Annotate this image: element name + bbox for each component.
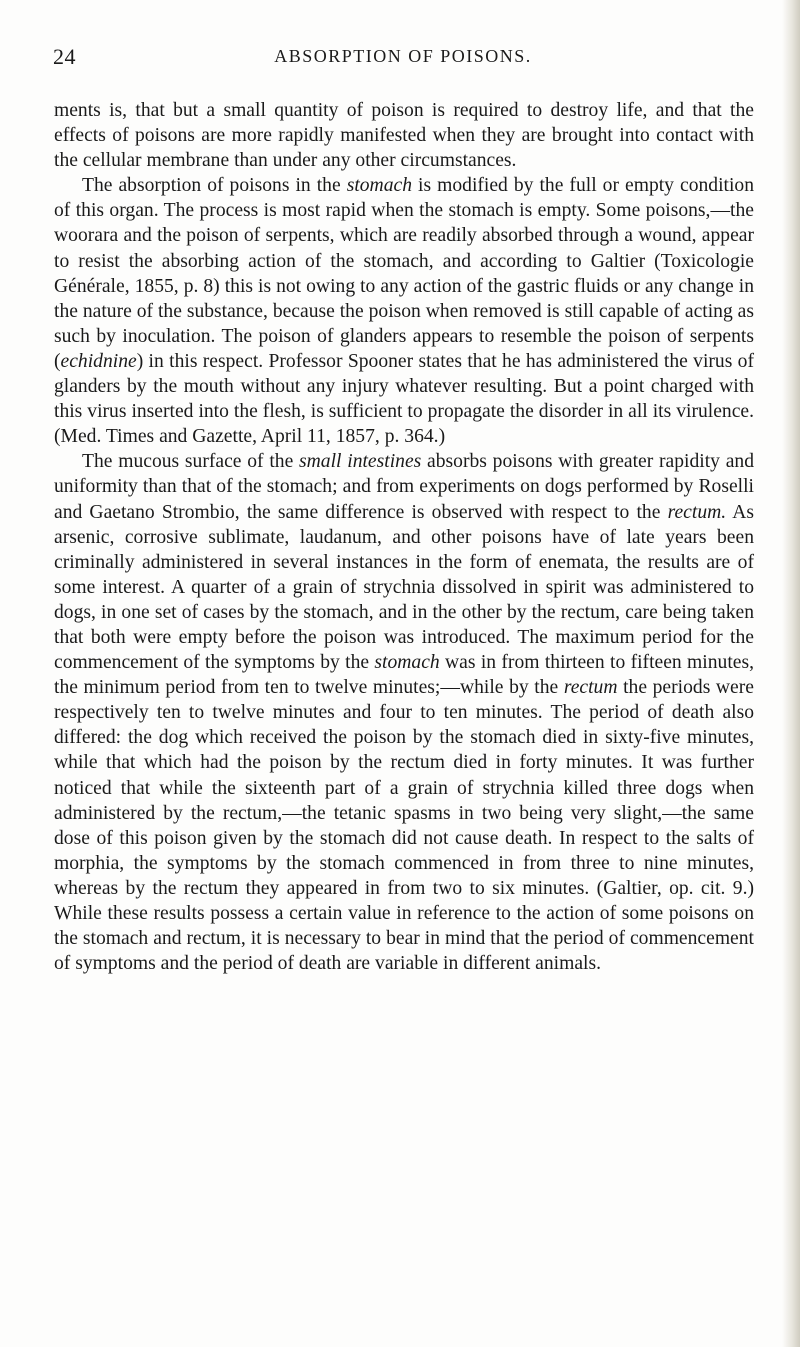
text-segment: The absorption of poisons in the <box>82 175 347 197</box>
text-segment: was in from thirteen to fifteen minutes, the minimum period from ten to twelve minutes;—while by the <box>54 652 754 699</box>
text-segment: is modified by the full or empty condition of this organ. The process is most rapid when the stomach is empty. Some poisons,—the woorara and the poison of serpents, which are readily absorbed through a wound, appear to resist the absorbing action of the stomach, and according to Galtier (Toxicologie Générale, 1855, p. 8) this is not owing to any action of the gastric fluids or any change in the nature of the substance, because the poison when removed is still capable of acting as such by inoculation. The poison of glanders appears to resemble the poison of serpents ( <box>54 175 755 372</box>
text-segment: The mucous surface of the <box>82 451 300 473</box>
text-segment: the periods were respectively ten to twelve minutes and four to ten minutes. The period of death also differed: the dog which received the poison by the stomach died in sixty-five minutes, while that which had the poison by the rectum died in forty minutes. It was further noticed that while the sixteenth part of a grain of strychnia killed three dogs when administered by the rectum,—the tetanic spasms in two being very slight,—the same dose of this poison given by the stomach did not cause death. In respect to the salts of morphia, the symptoms by the stomach commenced in from three to nine minutes, whereas by the rectum they appeared in from two to six minutes. (Galtier, op. cit. 9.) While these results possess a certain value in reference to the action of some poisons on the stomach and rectum, it is necessary to bear in mind that the period of commencement of symptoms and the period of death are variable in different animals. <box>54 677 754 975</box>
italic-text: small intestines <box>299 451 422 473</box>
body-text <box>54 98 754 976</box>
italic-text: echidnine <box>60 350 137 372</box>
paragraph <box>54 173 754 449</box>
paragraph <box>54 98 754 173</box>
text-segment: ) in this respect. Professor Spooner states that he has administered the virus of glanders by the mouth without any injury whatever resulting. But a point charged with this virus inserted into the flesh, is sufficient to propagate the disorder in all its virulence. (Med. Times and Gazette, April 11, 1857, p. 364.) <box>54 350 754 448</box>
page-edge-shadow <box>782 0 800 1347</box>
paragraph <box>54 449 754 976</box>
text-segment: ments is, that but a small quantity of poison is required to destroy life, and that the effects of poisons are more rapidly manifested when they are brought into contact with the cellular membrane than under any other circumstances. <box>54 100 754 172</box>
page-header <box>53 44 753 74</box>
page-number: 24 <box>53 44 76 69</box>
italic-text: stomach <box>346 175 412 197</box>
italic-text: rectum <box>563 677 618 699</box>
running-head: ABSORPTION OF POISONS. <box>274 46 532 66</box>
text-segment: As arsenic, corrosive sublimate, laudanum, and other poisons have of late years been criminally administered in several instances in the form of enemata, the results are of some interest. A quarter of a grain of strychnia dissolved in spirit was administered to dogs, in one set of cases by the stomach, and in the other by the rectum, care being taken that both were empty before the poison was introduced. The maximum period for the commencement of the symptoms by the <box>54 501 755 674</box>
text-segment: absorbs poisons with greater rapidity and uniformity than that of the stomach; and from experiments on dogs performed by Roselli and Gaetano Strombio, the same difference is observed with respect to the <box>54 451 754 523</box>
italic-text: rectum. <box>667 501 727 523</box>
italic-text: stomach <box>374 652 440 674</box>
